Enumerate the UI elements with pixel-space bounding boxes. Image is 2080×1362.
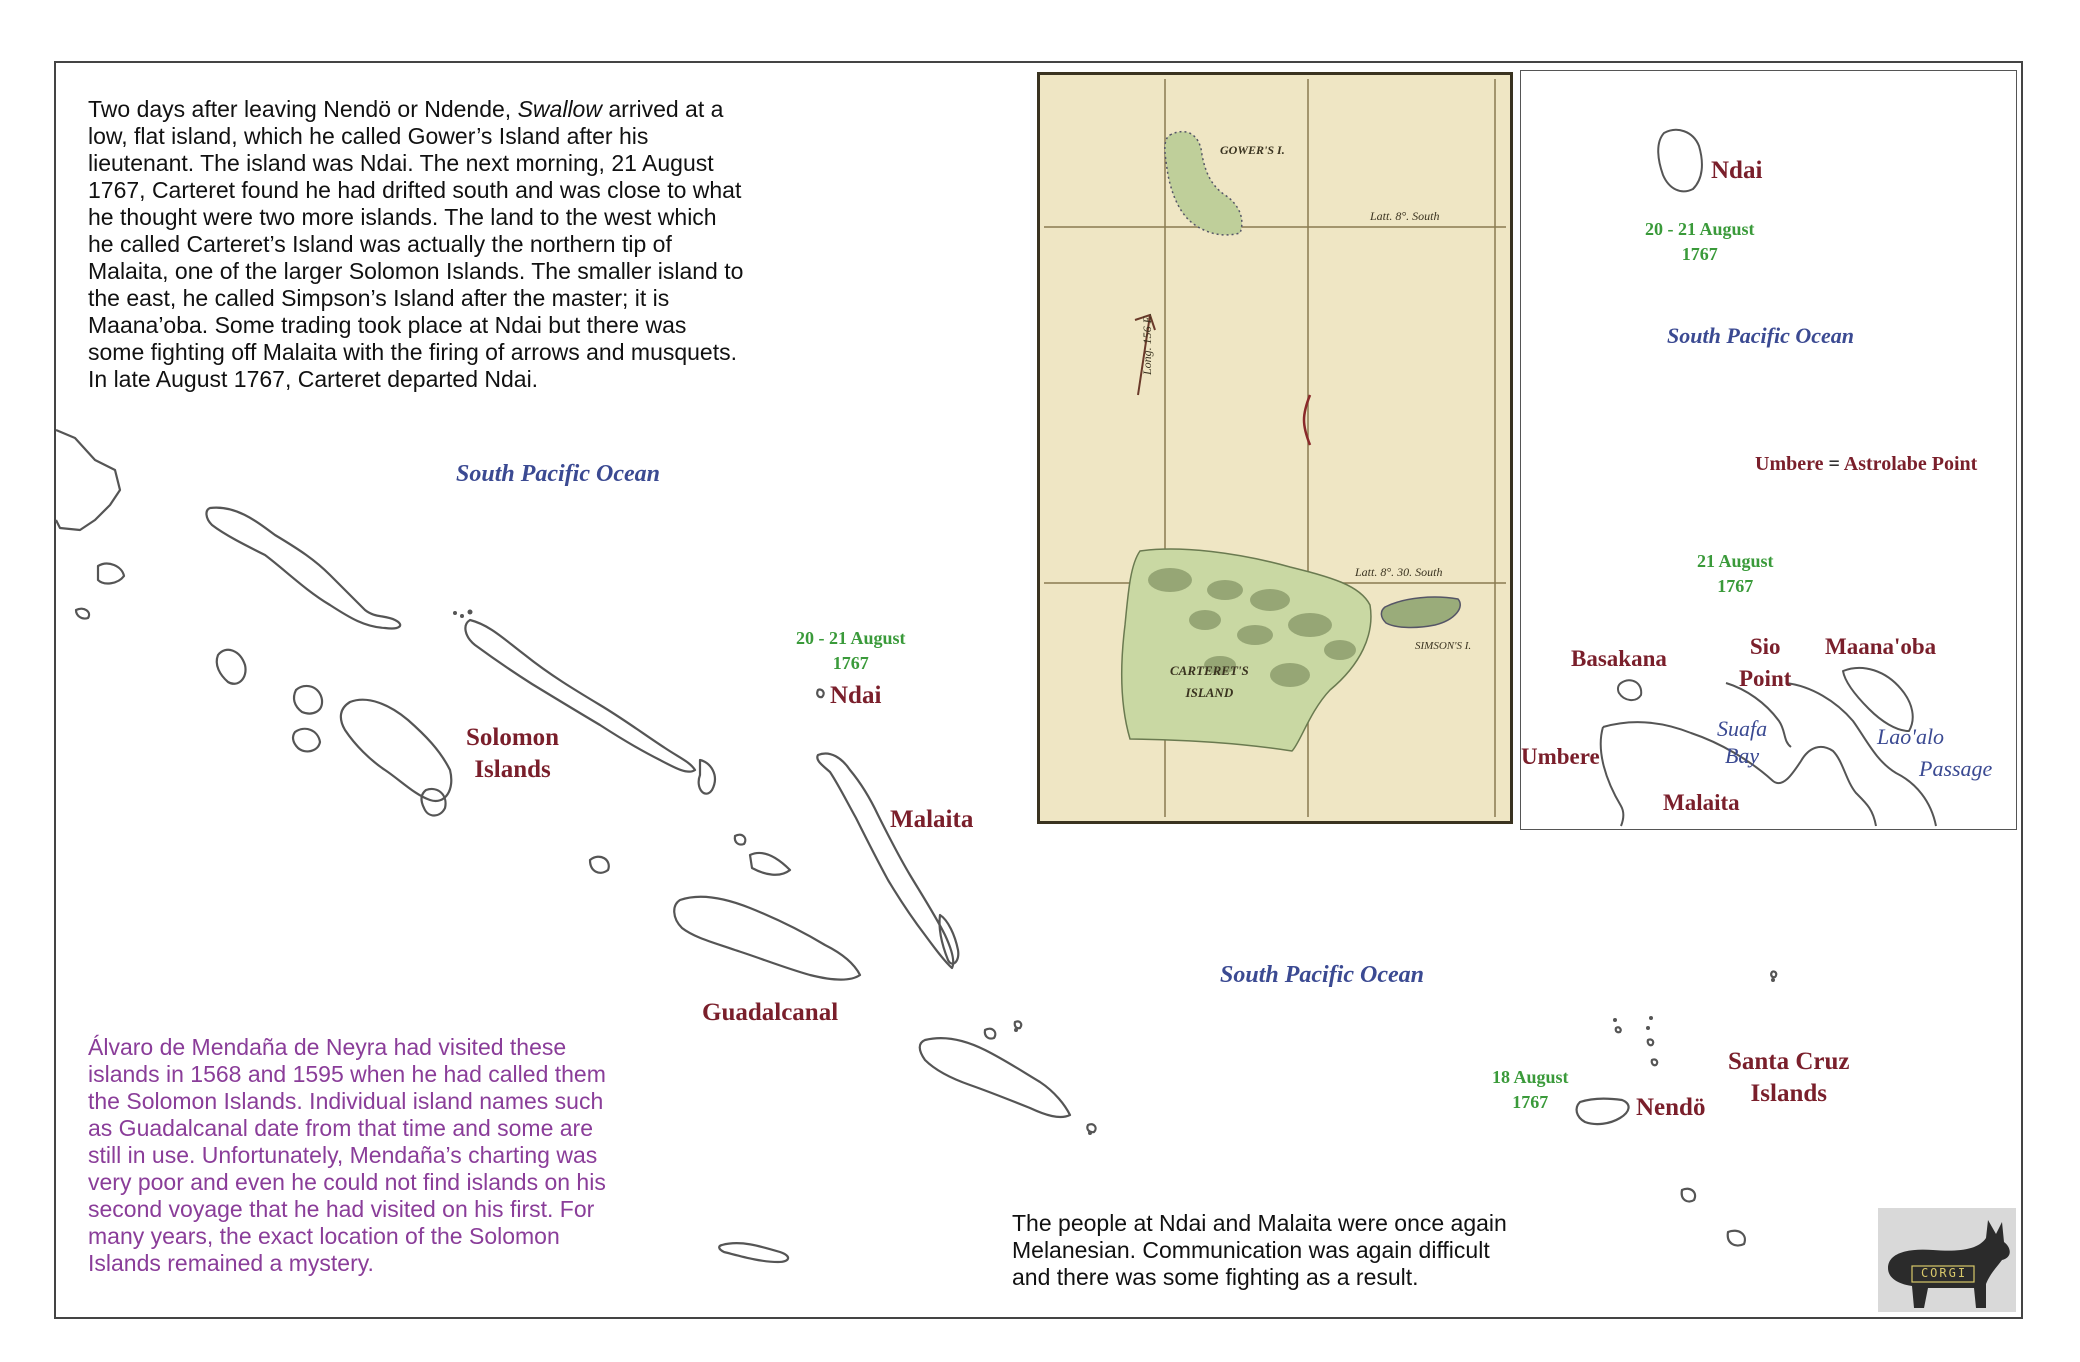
island-duff	[1771, 971, 1776, 977]
mendana-paragraph: Álvaro de Mendaña de Neyra had visited these islands in 1568 and 1595 when he had called them the Solomon Islands. Individual island names such as Guadalcanal date from that time and some are still in use. Unfortunately, Mendaña’s charting was very poor and even he could not find islands on his second voyage that he had visited on his first. For many years, the exact location of the Solomon Islands remained a mystery.	[88, 1034, 606, 1276]
island-new-georgia-4	[293, 729, 320, 752]
historic-chart-drawing	[1040, 75, 1510, 821]
ndai-date	[796, 626, 906, 676]
island-makira-small2	[1015, 1021, 1021, 1028]
island-bougainville	[56, 430, 120, 530]
inset-map	[1520, 70, 2017, 830]
inset-date-21-line1: 21 August	[1697, 551, 1774, 571]
corgi-logo	[1878, 1208, 2016, 1312]
chart-label-simpsons: SIMSON'S I.	[1415, 640, 1472, 652]
corgi-logo-drawing	[1878, 1208, 2016, 1312]
chart-label-latt-bottom: Latt. 8°. 30. South	[1355, 565, 1443, 579]
inset-label-maanaoba: Maana'oba	[1825, 634, 1937, 659]
label-ndai: Ndai	[830, 682, 882, 709]
island-new-georgia-1	[217, 650, 246, 684]
inset-label-laoalo: Lao'alo	[1877, 724, 1945, 749]
inset-malaita-coast2	[1601, 727, 1624, 826]
island-rennell	[719, 1243, 788, 1262]
nendo-date-line2: 1767	[1512, 1092, 1549, 1112]
island-reef3	[1616, 1027, 1621, 1032]
inset-ndai-date-line2: 1767	[1681, 244, 1718, 264]
inset-date-21-line2: 1767	[1717, 576, 1754, 596]
inset-label-ndai: Ndai	[1711, 157, 1763, 184]
inset-umbere-equation	[1755, 453, 1977, 476]
inset-label-umbere: Umbere	[1521, 744, 1600, 769]
island-malaita	[817, 753, 953, 968]
ocean-label-north: South Pacific Ocean	[456, 461, 660, 487]
compass-mark	[1304, 395, 1310, 445]
inset-basakana-shape	[1618, 680, 1641, 700]
island-reef	[1648, 1039, 1653, 1045]
inset-label-passage: Passage	[1919, 756, 1993, 781]
island-choiseul	[206, 508, 400, 629]
ocean-label-south: South Pacific Ocean	[1220, 962, 1424, 988]
inset-ndai-date	[1645, 217, 1755, 267]
intro-text-1: Two days after leaving Nendö or Ndende,	[88, 96, 518, 122]
inset-ndai-shape	[1658, 130, 1702, 191]
inset-label-basakana: Basakana	[1571, 646, 1667, 671]
island-makira	[920, 1038, 1070, 1117]
inset-east-coast	[1786, 683, 1936, 826]
people-paragraph: The people at Ndai and Malaita were once again Melanesian. Communication was again difficult and there was some fighting as a result.	[1012, 1210, 1507, 1290]
island-makira-small1	[985, 1029, 995, 1039]
island-reef2	[1652, 1059, 1657, 1065]
island-guadalcanal	[674, 897, 860, 980]
corgi-logo-text: CORGI	[1920, 1266, 1968, 1280]
chart-label-carterets	[1170, 660, 1249, 704]
inset-umbere-eq-b: Astrolabe Point	[1843, 453, 1978, 475]
inset-ndai-date-line1: 20 - 21 August	[1645, 219, 1755, 239]
nendo-date-line1: 18 August	[1492, 1067, 1569, 1087]
island-russell	[590, 857, 609, 873]
corgi-silhouette	[1888, 1220, 2010, 1308]
nendo-date	[1492, 1065, 1569, 1115]
ndai-date-line2: 1767	[832, 653, 869, 673]
island-new-georgia-3	[341, 700, 451, 801]
inset-label-malaita: Malaita	[1663, 790, 1740, 815]
label-guadalcanal: Guadalcanal	[702, 999, 839, 1026]
island-nendo	[1577, 1099, 1629, 1124]
chart-label-latt-top: Latt. 8°. South	[1370, 209, 1440, 223]
island-small-left2	[76, 609, 89, 619]
island-small-mid	[735, 835, 745, 845]
island-small-left	[98, 564, 124, 584]
island-isabel-tip	[699, 760, 715, 794]
historic-chart	[1037, 72, 1513, 824]
inset-ocean-label: South Pacific Ocean	[1667, 323, 1854, 348]
island-ndai	[817, 690, 823, 698]
chart-label-longitude: Long. 156 E.	[1140, 312, 1154, 375]
ship-name: Swallow	[517, 96, 602, 122]
label-nendo: Nendö	[1636, 1094, 1706, 1121]
island-new-georgia-2	[294, 686, 322, 714]
island-new-georgia-5	[422, 789, 446, 815]
inset-label-suafa-bay: Suafa Bay	[1717, 716, 1768, 768]
simpsons-island-shape	[1381, 597, 1460, 627]
label-malaita: Malaita	[890, 806, 974, 833]
ndai-date-line1: 20 - 21 August	[796, 628, 906, 648]
inset-umbere-eq-a: Umbere	[1755, 453, 1824, 475]
island-vanikoro	[1728, 1231, 1745, 1246]
intro-paragraph	[88, 96, 748, 393]
island-makira-small3	[1087, 1124, 1095, 1132]
intro-text-2: arrived at a low, flat island, which he called Gower’s Island after his lieutenant. The island was Ndai. The next morning, 21 August 1767, Carteret found he had drifted south and was close to what he thought were two more islands. The land to the west which he called Carteret’s Island was actually the northern tip of Malaita, one of the larger Solomon Islands. The smaller island to the east, he called Simpson’s Island after the master; it is Maana’oba. Some trading took place at Ndai but there was some fighting off Malaita with the firing of arrows and musquets. In late August 1767, Carteret departed Ndai.	[88, 96, 744, 392]
island-florida	[750, 853, 790, 875]
inset-umbere-eq-sign: =	[1823, 453, 1844, 475]
label-solomon-islands: Solomon Islands	[466, 724, 560, 783]
chart-label-gowers: GOWER'S I.	[1220, 143, 1285, 157]
chart-carterets-line1: CARTERET'S	[1170, 663, 1249, 678]
inset-coastlines	[1521, 71, 2015, 827]
inset-label-sio-point: Sio Point	[1739, 634, 1792, 691]
inset-date-21	[1697, 549, 1774, 599]
chart-carterets-line2: ISLAND	[1185, 685, 1234, 700]
island-utupua	[1682, 1189, 1695, 1202]
label-santa-cruz: Santa Cruz Islands	[1728, 1048, 1850, 1107]
